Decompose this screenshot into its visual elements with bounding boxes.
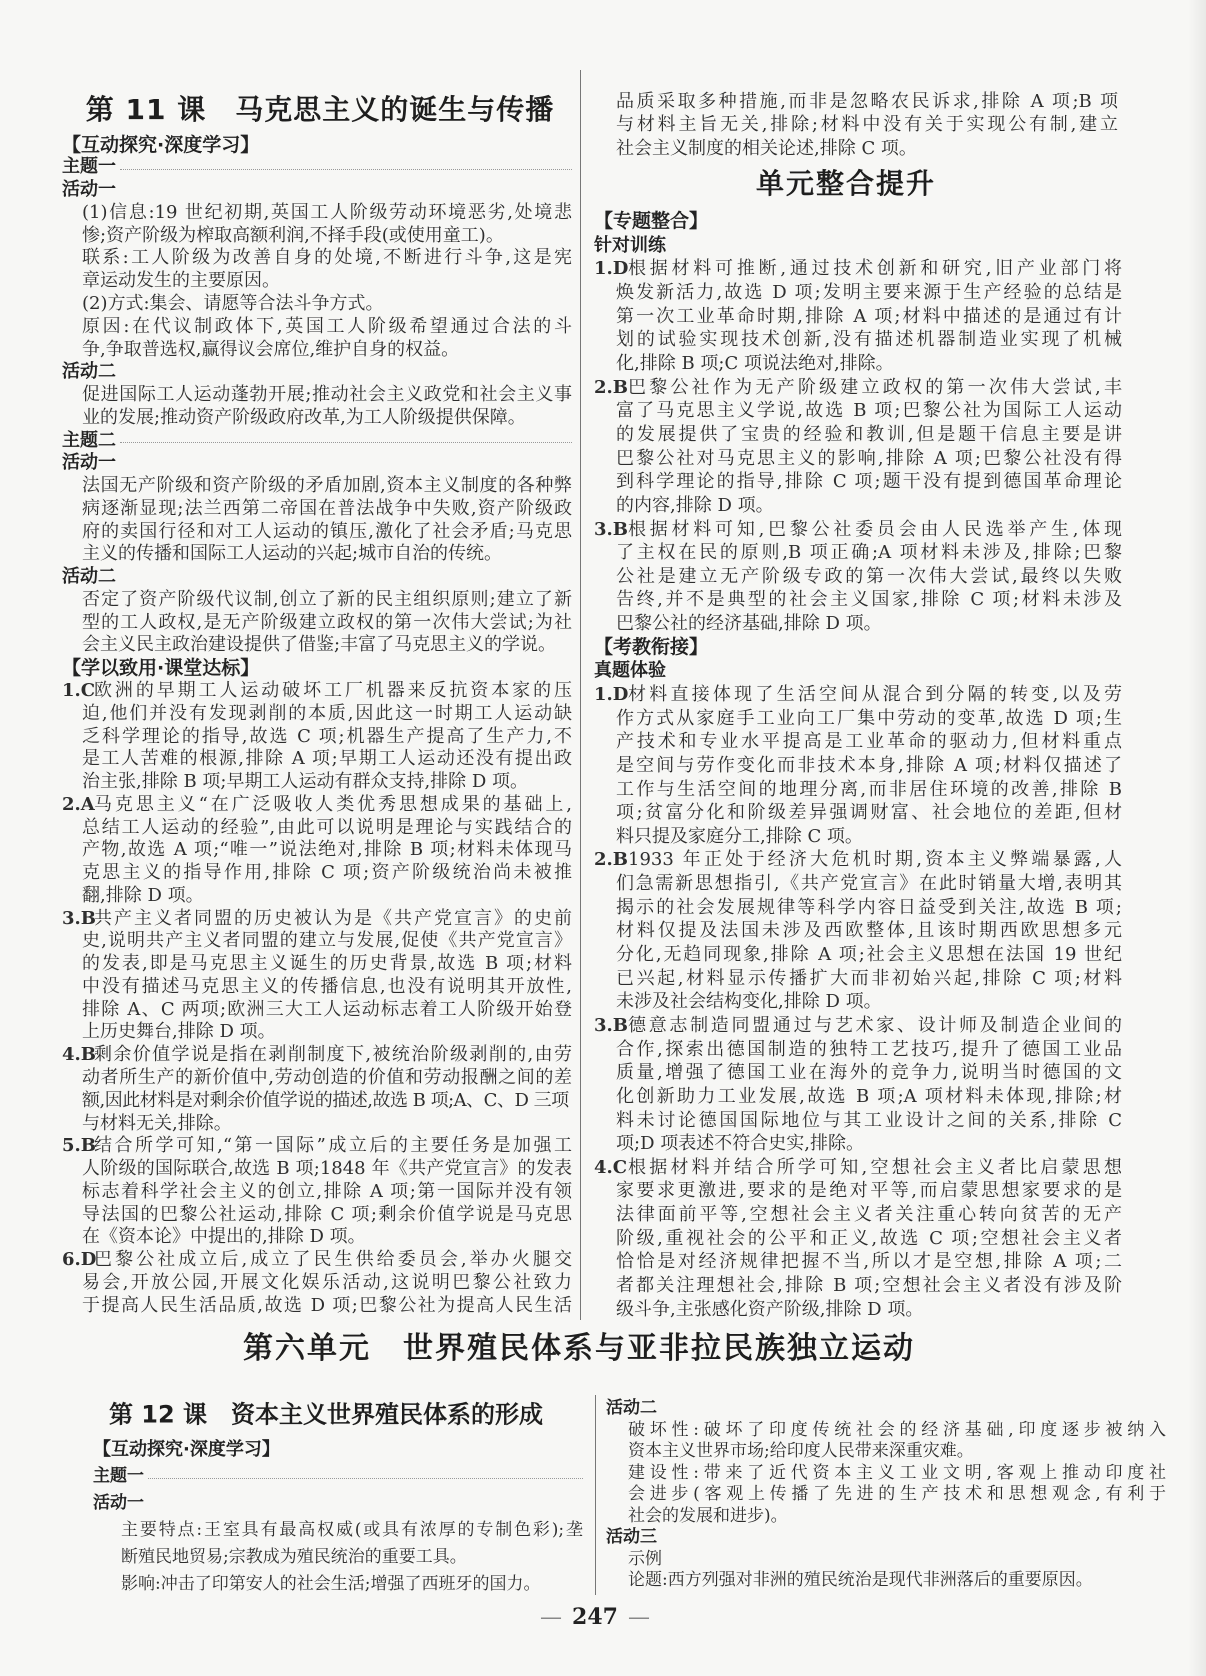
text-line: 主义的传播和国际工人运动的兴起;城市自治的传统。 [82, 543, 503, 565]
text-line: (1)信息:19 世纪初期,英国工人阶级劳动环境恶劣,处境悲 [82, 201, 572, 223]
dotted-rule [148, 1478, 583, 1479]
answer-label: 1.C [62, 679, 96, 701]
answer-line: 料未讨论德国国际地位与其工业设计之间的关系,排除 C [616, 1109, 1122, 1131]
text-line: 惨;资产阶级为榨取高额利润,不择手段(或使用童工)。 [82, 224, 504, 246]
answer-line: 了主权在民的原则,B 项正确;A 项材料未涉及,排除;巴黎 [616, 542, 1122, 564]
activity-heading: 活动一 [62, 452, 116, 474]
answer-line: 乏科学理论的指导,故选 C 项;机器生产提高了生产力,不 [82, 725, 572, 747]
lesson-12-title: 第 12 课 资本主义世界殖民体系的形成 [108, 1400, 544, 1429]
lesson-12-left-column [93, 1436, 583, 1598]
answer-label: 3.B [594, 518, 629, 540]
answer-line: 们急需新思想指引,《共产党宣言》在此时销量大增,表明其 [616, 873, 1122, 895]
activity-heading: 活动三 [606, 1527, 657, 1548]
answer-text: 巴黎公社成立后,成立了民生供给委员会,举办火腿交 [94, 1249, 572, 1271]
page-edge-shadow [1188, 0, 1206, 1676]
answer-line: 法律面前平等,空想社会主义者关注重心转向贫苦的无产 [616, 1204, 1122, 1226]
answer-line: 产技术和专业水平提高是工业革命的驱动力,但材料重点 [616, 731, 1122, 753]
answer-line: 者都关注理想社会,排除 B 项;空想社会主义者没有涉及阶 [616, 1275, 1122, 1296]
text-line: 与材料主旨无关,排除;材料中没有关于实现公有制,建立 [616, 114, 1118, 136]
activity-heading: 活动二 [62, 566, 116, 588]
text-line: 破坏性:破坏了印度传统社会的经济基础,印度逐步被纳入 [628, 1419, 1166, 1440]
answer-item-first-line [62, 1135, 572, 1158]
answer-line: 产物,故选 A 项;“唯一”说法绝对,排除 B 项;材料未体现马 [82, 839, 572, 861]
lesson-12-right-column [606, 1398, 1166, 1592]
answer-line: 易会,开放公园,开展文化娱乐活动,这说明巴黎公社致力 [82, 1271, 572, 1293]
lesson-11-title: 第 11 课 马克思主义的诞生与传播 [85, 93, 555, 126]
answer-line: 公社是建立无产阶级专政的第一次伟大尝试,最终以失败 [616, 565, 1122, 587]
answer-line: 动者所生产的新价值中,劳动创造的价值和劳动报酬之间的差 [82, 1067, 572, 1088]
answer-text: 根据材料可推断,通过技术创新和研究,旧产业部门将 [628, 258, 1122, 280]
answer-line: 翻,排除 D 项。 [82, 884, 204, 906]
answer-item-first-line [594, 257, 1122, 281]
answer-text: 马克思主义“在广泛吸收人类优秀思想成果的基础上, [94, 793, 572, 815]
answer-line: 的发展提供了宝贵的经验和教训,但是题干信息主要是讲 [616, 423, 1122, 445]
section-heading: 【考教衔接】 [594, 635, 709, 658]
answer-item-first-line [594, 1156, 1122, 1180]
lesson-11-column [62, 134, 572, 1318]
text-line: 型的工人政权,是无产阶级建立政权的第一次伟大尝试;为社 [82, 611, 572, 633]
section-heading: 【互动探究·深度学习】 [62, 133, 260, 156]
text-line: 法国无产阶级和资产阶级的矛盾加剧,资本主义制度的各种弊 [82, 475, 572, 497]
answer-line: 巴黎公社的经济基础,排除 D 项。 [616, 613, 882, 635]
answer-line: 工作与生活空间的地理分离,而非居住环境的改善,排除 B [616, 778, 1122, 800]
answer-line: 阶级,重视社会的公平和正义,故选 C 项;空想社会主义者 [616, 1227, 1122, 1249]
text-line: 争,争取普选权,赢得议会席位,维护自身的权益。 [82, 338, 460, 360]
dotted-rule [120, 442, 572, 443]
section-heading: 【互动探究·深度学习】 [93, 1438, 280, 1460]
answer-line: 项;贫富分化和阶级差异强调财富、社会地位的差距,但材 [616, 802, 1122, 824]
topic-heading [62, 156, 572, 179]
answer-line: 到科学理论的指导,排除 C 项;题干没有提到德国革命理论 [616, 471, 1122, 493]
answer-item-first-line [62, 680, 572, 703]
answer-line: 合作,探索出德国制造的独特工艺技巧,提升了德国工业品 [616, 1038, 1122, 1060]
answer-item-first-line [62, 1044, 572, 1067]
text-line: 病逐渐显现;法兰西第二帝国在普法战争中失败,资产阶级政 [82, 497, 572, 519]
text-line: 业的发展;推动资产阶级政府改革,为工人阶级提供保障。 [82, 406, 526, 428]
answer-line: 焕发新活力,故选 D 项;发明主要来源于生产经验的总结是 [616, 282, 1122, 304]
answer-text: 德意志制造同盟通过与艺术家、设计师及制造企业间的 [628, 1014, 1122, 1036]
answer-line: 富了马克思主义学说,故选 B 项;巴黎公社为国际工人运动 [616, 400, 1122, 422]
text-line: 社会主义制度的相关论述,排除 C 项。 [616, 137, 917, 159]
text-line: 府的卖国行径和对工人运动的镇压,激化了社会矛盾;马克思 [82, 520, 572, 542]
answer-label: 6.D [62, 1249, 97, 1271]
answer-line: 标志着科学社会主义的创立,排除 A 项;第一国际并没有领 [82, 1180, 572, 1202]
dotted-rule [120, 169, 572, 170]
topic-label: 主题一 [62, 156, 116, 178]
answer-text: 欧洲的早期工人运动破坏工厂机器来反抗资本家的压 [94, 679, 572, 701]
answer-line: 导法国的巴黎公社运动,排除 C 项;剩余价值学说是马克思 [82, 1203, 572, 1225]
bottom-column-divider [595, 1395, 596, 1595]
page-number-value: 247 [572, 1604, 618, 1630]
answer-item-first-line [594, 518, 1122, 542]
answer-line: 级斗争,主张感化资产阶级,排除 D 项。 [616, 1298, 924, 1320]
unit-review-title: 单元整合提升 [755, 167, 937, 200]
text-line: 论题:西方列强对非洲的殖民统治是现代非洲落后的重要原因。 [628, 1570, 1093, 1591]
answer-text: 结合所学可知,“第一国际”成立后的主要任务是加强工 [94, 1135, 572, 1157]
text-line: 断殖民地贸易;宗教成为殖民统治的重要工具。 [121, 1546, 467, 1567]
answer-label: 2.B [594, 376, 629, 398]
text-line: 原因:在代议制政体下,英国工人阶级希望通过合法的斗 [82, 315, 572, 337]
answer-line: 划的试验实现技术创新,没有描述机器制造业实现了机械 [616, 329, 1122, 351]
answer-line: 巴黎公社对马克思主义的影响,排除 A 项;巴黎公社没有得 [616, 447, 1122, 469]
activity-heading: 活动二 [606, 1398, 657, 1419]
answer-text: 根据材料并结合所学可知,空想社会主义者比启蒙思想 [628, 1156, 1122, 1178]
answer-line: 质量,增强了德国工业在海外的竞争力,说明当时德国的文 [616, 1062, 1122, 1084]
answer-line: 与材料无关,排除。 [82, 1112, 232, 1134]
answer-line: 治主张,排除 B 项;早期工人运动有群众支持,排除 D 项。 [82, 771, 529, 793]
section-heading: 【专题整合】 [594, 210, 709, 233]
page-number-dash: — [627, 1605, 650, 1630]
section-heading: 【学以致用·课堂达标】 [62, 657, 260, 680]
answer-item-first-line [62, 1249, 572, 1272]
page-number [530, 1604, 660, 1630]
answer-label: 1.D [594, 258, 629, 280]
topic-heading [62, 430, 572, 453]
answer-item-first-line [594, 683, 1122, 707]
answer-text: 1933 年正处于经济大危机时期,资本主义弊端暴露,人 [628, 849, 1122, 871]
text-line: 否定了资产阶级代议制,创立了新的民主组织原则;建立了新 [82, 588, 572, 610]
answer-label: 2.B [594, 849, 629, 871]
text-line: 品质采取多种措施,而非是忽略农民诉求,排除 A 项;B 项 [616, 91, 1118, 112]
answer-label: 1.D [594, 683, 629, 705]
unit-review-column [594, 210, 1122, 1321]
answer-text: 共产主义者同盟的历史被认为是《共产党宣言》的史前 [94, 907, 572, 929]
text-line: 主要特点:王室具有最高权威(或具有浓厚的专制色彩);垄 [121, 1519, 583, 1540]
answer-label: 2.A [62, 793, 95, 815]
right-continuation [616, 90, 1118, 160]
answer-text: 材料直接体现了生活空间从混合到分隔的转变,以及劳 [628, 683, 1122, 705]
activity-heading: 活动一 [93, 1492, 144, 1513]
answer-label: 4.C [594, 1156, 628, 1178]
answer-line: 是工人苦难的根源,排除 A 项;早期工人运动还没有提出政 [82, 748, 572, 770]
answer-line: 上历史舞台,排除 D 项。 [82, 1021, 276, 1043]
answer-line: 是空间与劳作变化而非技术本身,排除 A 项;材料仅描述了 [616, 754, 1122, 776]
answer-line: 于提高人民生活品质,故选 D 项;巴黎公社为提高人民生活 [82, 1294, 572, 1316]
answer-item-first-line [62, 794, 572, 817]
answer-item-first-line [594, 1014, 1122, 1038]
text-line: 促进国际工人运动蓬勃开展;推动社会主义政党和社会主义事 [82, 384, 572, 406]
text-line: 会进步(客观上传播了先进的生产技术和思想观念,有利于 [628, 1484, 1166, 1505]
answer-line: 总结工人运动的经验”,由此可以说明是理论与实践结合的 [82, 816, 572, 838]
answer-line: 家要求更激进,要求的是绝对平等,而启蒙思想家要求的是 [616, 1180, 1122, 1202]
text-line: 示例 [628, 1548, 662, 1569]
page-number-dash: — [540, 1605, 563, 1630]
answer-text: 巴黎公社作为无产阶级建立政权的第一次伟大尝试,丰 [628, 376, 1122, 398]
answer-label: 5.B [62, 1135, 97, 1157]
activity-heading: 活动一 [62, 179, 116, 201]
text-line: (2)方式:集会、请愿等合法斗争方式。 [82, 292, 384, 314]
text-line: 章运动发生的主要原因。 [82, 270, 280, 292]
answer-text: 剩余价值学说是指在剥削制度下,被统治阶级剥削的,由劳 [94, 1044, 572, 1066]
answer-line: 中没有描述马克思主义的传播信息,也没有说明其开放性, [82, 975, 572, 997]
answer-line: 的内容,排除 D 项。 [616, 494, 774, 516]
answer-line: 迫,他们并没有发现剥削的本质,因此这一时期工人运动缺 [82, 702, 572, 724]
answer-line: 分化,无趋同现象,排除 A 项;社会主义思想在法国 19 世纪 [616, 944, 1122, 966]
answer-line: 排除 A、C 两项;欧洲三大工人运动标志着工人阶级开始登 [82, 998, 572, 1020]
answer-line: 克思主义的指导作用,排除 C 项;资产阶级统治尚未被推 [82, 862, 572, 884]
answer-line: 额,因此材料是对剩余价值学说的描述,故选 B 项;A、C、D 三项 [82, 1089, 569, 1111]
answer-line: 的发表,即是马克思主义诞生的历史背景,故选 B 项;材料 [82, 953, 572, 975]
text-line: 影响:冲击了印第安人的社会生活;增强了西班牙的国力。 [121, 1573, 541, 1594]
answer-line: 第一次工业革命时期,排除 A 项;材料中描述的是通过有计 [616, 305, 1122, 327]
text-line: 联系:工人阶级为改善自身的处境,不断进行斗争,这是宪 [82, 247, 572, 269]
answer-line: 告终,并不是典型的社会主义国家,排除 C 项;材料未涉及 [616, 589, 1122, 611]
answer-item-first-line [594, 848, 1122, 872]
answer-line: 揭示的社会发展规律等科学内容日益受到关注,故选 B 项; [616, 896, 1122, 918]
topic-label: 主题一 [93, 1465, 144, 1486]
answer-line: 未涉及社会结构变化,排除 D 项。 [616, 991, 882, 1013]
answer-item-first-line [62, 908, 572, 931]
answer-item-first-line [594, 376, 1122, 400]
answer-line: 化,排除 B 项;C 项说法绝对,排除。 [616, 353, 894, 375]
answer-line: 项;D 项表述不符合史实,排除。 [616, 1133, 864, 1155]
answer-line: 化创新助力工业发展,故选 B 项;A 项材料未体现,排除;材 [616, 1085, 1122, 1107]
text-line: 会主义民主政治建设提供了借鉴;丰富了马克思主义的学说。 [82, 634, 557, 656]
text-line: 社会的发展和进步)。 [628, 1505, 788, 1526]
answer-line: 人阶级的国际联合,故选 B 项;1848 年《共产党宣言》的发表 [82, 1158, 572, 1180]
unit-6-title: 第六单元 世界殖民体系与亚非拉民族独立运动 [243, 1331, 915, 1366]
answer-label: 4.B [62, 1044, 97, 1066]
text-line: 建设性:带来了近代资本主义工业文明,客观上推动印度社 [628, 1462, 1166, 1483]
answer-line: 恰恰是对经济规律把握不当,所以才是空想,排除 A 项;二 [616, 1251, 1122, 1273]
answer-text: 根据材料可知,巴黎公社委员会由人民选举产生,体现 [628, 518, 1122, 540]
answer-label: 3.B [62, 907, 97, 929]
activity-heading: 活动二 [62, 361, 116, 383]
text-line: 资本主义世界市场;给印度人民带来深重灾难。 [628, 1441, 974, 1462]
activity-heading: 真题体验 [594, 660, 666, 682]
topic-heading [93, 1463, 583, 1490]
answer-label: 3.B [594, 1014, 629, 1036]
answer-line: 料只提及家庭分工,排除 C 项。 [616, 825, 863, 847]
answer-line: 已兴起,材料显示传播扩大而非初始兴起,排除 C 项;材料 [616, 967, 1122, 989]
answer-line: 在《资本论》中提出的,排除 D 项。 [82, 1226, 366, 1248]
activity-heading: 针对训练 [594, 234, 666, 256]
answer-line: 史,说明共产主义者同盟的建立与发展,促使《共产党宣言》 [82, 930, 572, 952]
column-divider [580, 70, 581, 1320]
topic-label: 主题二 [62, 429, 116, 451]
answer-line: 材料仅提及法国未涉及西欧整体,且该时期西欧思想多元 [616, 920, 1122, 942]
answer-line: 作方式从家庭手工业向工厂集中劳动的变革,故选 D 项;生 [616, 707, 1122, 729]
